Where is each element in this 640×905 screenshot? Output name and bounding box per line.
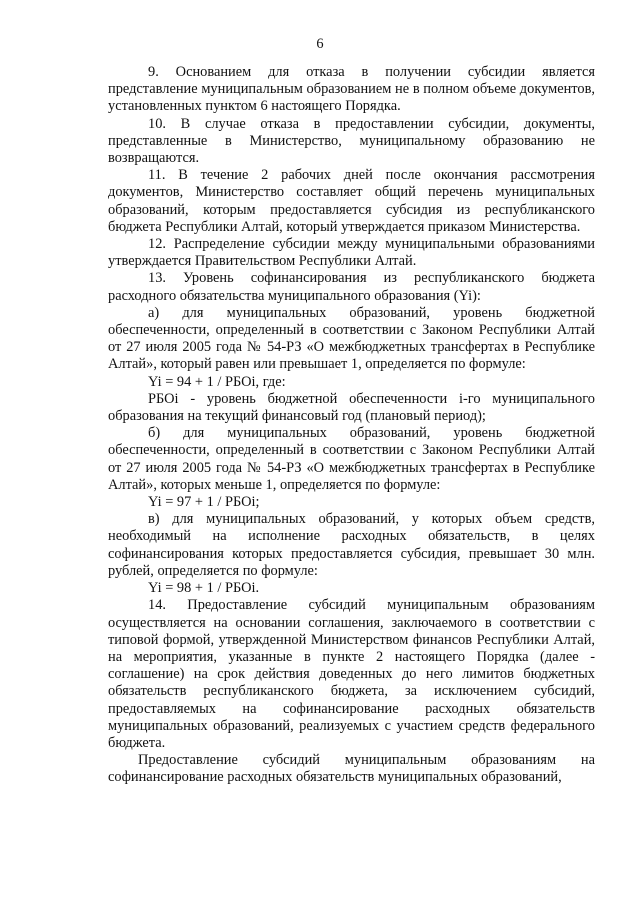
paragraph-continuation: Предоставление субсидий муниципальным образованиям на софинансирование расходных обязательств муниципальных образований,	[108, 752, 595, 786]
subparagraph-v: в) для муниципальных образований, у которых объем средств, необходимый на исполнение расходных обязательств, в целях софинансирования которых предоставляется субсидия, превышает 30 млн. рублей, определяется по формуле:	[108, 511, 595, 579]
subparagraph-b: б) для муниципальных образований, уровень бюджетной обеспеченности, определенный в соответствии с Законом Республики Алтай от 27 июля 2005 года № 54-РЗ «О межбюджетных трансфертах в Республике Алтай», которых меньше 1, определяется по формуле:	[108, 425, 595, 493]
page-number: 6	[316, 36, 324, 52]
subparagraph-a: а) для муниципальных образований, уровень бюджетной обеспеченности, определенный в соответствии с Законом Республики Алтай от 27 июля 2005 года № 54-РЗ «О межбюджетных трансфертах в Республике Алтай», который равен или превышает 1, определяется по формуле:	[108, 304, 595, 373]
formula-v: Yi = 98 + 1 / РБОi.	[148, 580, 260, 597]
paragraph-12: 12. Распределение субсидии между муниципальными образованиями утверждается Правительством Республики Алтай.	[108, 236, 595, 270]
paragraph-11: 11. В течение 2 рабочих дней после окончания рассмотрения документов, Министерство составляет общий перечень муниципальных образований, которым предоставляется субсидия из республиканского бюджета Республики Алтай, который утверждается приказом Министерства.	[108, 167, 595, 235]
document-body	[108, 64, 595, 787]
paragraph-10: 10. В случае отказа в предоставлении субсидии, документы, представленные в Министерство, муниципальному образованию не возвращаются.	[108, 115, 595, 167]
paragraph-9: 9. Основанием для отказа в получении субсидии является представление муниципальным образованием не в полном объеме документов, установленных пунктом 6 настоящего Порядка.	[108, 64, 595, 115]
paragraph-14: 14. Предоставление субсидий муниципальным образованиям осуществляется на основании соглашения, заключаемого в соответствии с типовой формой, утвержденной Министерством финансов Республики Алтай, на мероприятия, указанные в пункте 2 настоящего Порядка (далее - соглашение) на срок действия доведенных до него лимитов бюджетных обязательств республиканского бюджета, за исключением субсидий, предоставляемых на софинансирование расходных обязательств муниципальных образований, реализуемых с участием средств федерального бюджета.	[108, 597, 595, 751]
rbo-definition: РБОi - уровень бюджетной обеспеченности i-го муниципального образования на текущий финансовый год (плановый период);	[108, 390, 595, 425]
formula-a: Yi = 94 + 1 / РБОi, где:	[148, 373, 286, 390]
formula-b: Yi = 97 + 1 / РБОi;	[148, 494, 260, 511]
paragraph-13: 13. Уровень софинансирования из республиканского бюджета расходного обязательства муниципального образования (Yi):	[108, 270, 595, 304]
